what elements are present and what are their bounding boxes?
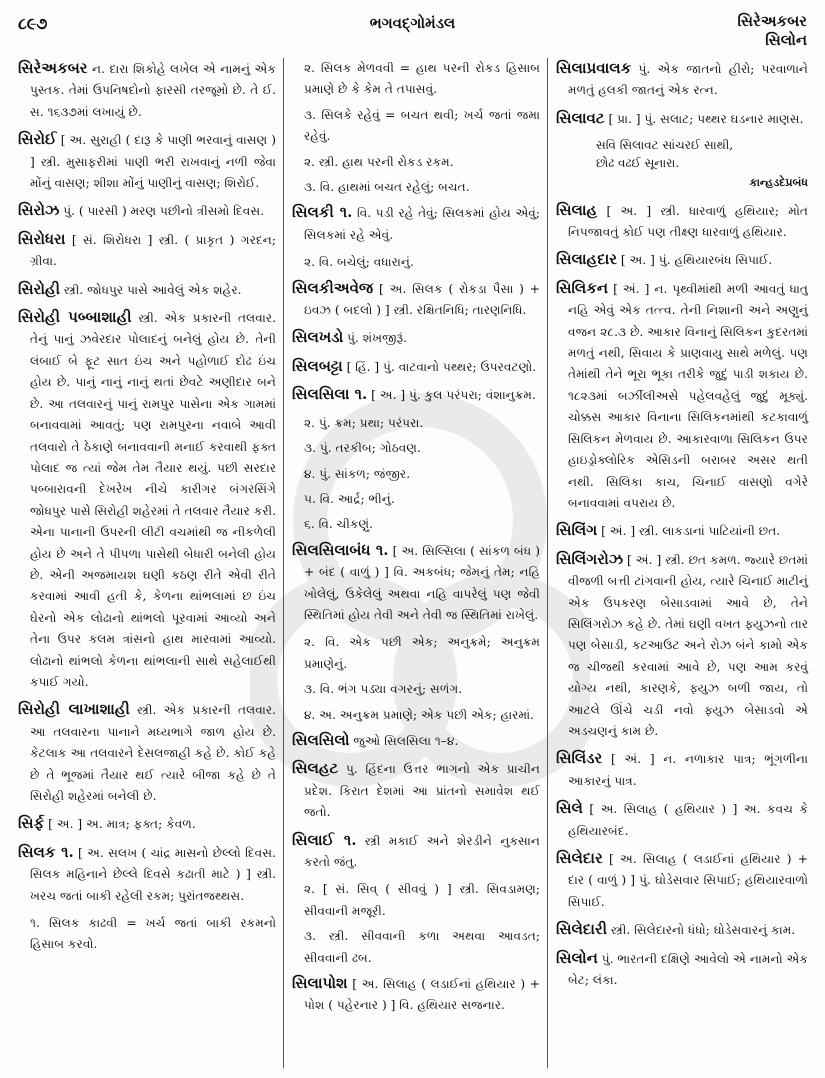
column-1 [18, 58, 276, 960]
entry-sense: ૨. સિલક મેળવવી = હાથ પરની રોકડ હિસાબ પ્રમાણે છે કે કેમ તે તપાસવું. [304, 61, 540, 97]
entry-definition: [ અ. ] પું. હથિયારબંધ સિપાઈ. [620, 253, 773, 268]
entry-headword: સિલિકન [556, 278, 609, 297]
running-title: ભગવદ્ગોમંડલ [369, 14, 456, 32]
dictionary-entry [556, 278, 808, 514]
entry-definition: જુઓ સિલસિલા ૧–૪. [353, 733, 459, 748]
entry-definition: ન. દારા શિકોહે લખેલ એ નામનું એક પુસ્તક. તેમાં ઉપનિષદોનો ફારસી તરજૂમો છે. તે ઈ. સ. ૧૬૩૭માં લખાયું છે. [30, 62, 276, 119]
dictionary-entry [18, 58, 276, 123]
guide-word-last: સિલોન [765, 31, 807, 49]
entry-headword: સિરોધરા [18, 229, 66, 248]
entry-headword: સિલિંગ [556, 521, 598, 540]
entry-headword: સિરોઝ [18, 201, 60, 220]
dictionary-entry [556, 549, 808, 743]
dictionary-entry [556, 520, 808, 542]
entry-headword: સિલસિલો [292, 730, 350, 749]
entry-headword: સિલાઈ ૧. [292, 830, 357, 849]
column-3 [556, 58, 808, 997]
dictionary-entry [556, 249, 808, 271]
entry-headword: સિલિંગરોઝ [556, 549, 624, 568]
dictionary-entry [556, 919, 808, 941]
entry-sense: ૩. વિ. હાથમાં બચત રહેલું; બચત. [304, 180, 470, 195]
entry-definition: [ અ. સિલાહ ( લડાઈનાં હથિયાર ) + દાર ( વાળું ) ] પું. ઘોડેસવાર સિપાઈ; હથિયારવાળો સિપાઈ. [568, 852, 809, 909]
entry-definition: [ અ. ] અ. માત્ર; ફક્ત; કેવળ. [48, 817, 196, 832]
entry-headword: સિલેદાર [556, 849, 603, 867]
entry-definition: પું. ( પારસી ) મરણ પછીનો ત્રીસમો દિવસ. [63, 204, 265, 219]
entry-headword: સિલકીઅવેજ [292, 278, 374, 297]
entry-headword: સિલાહદાર [556, 250, 618, 269]
dictionary-entry [556, 108, 808, 130]
entry-sense: ૩. પું. તરકીબ; ગોઠવણ. [304, 441, 421, 456]
dictionary-entry [18, 307, 276, 693]
dictionary-entry [292, 384, 540, 406]
entry-sense: ૩. સ્ત્રી. સીવવાની કળા અથવા આવડત; સીવવાની ઢબ. [304, 929, 540, 965]
dictionary-entry [556, 58, 808, 102]
dictionary-entry [292, 356, 540, 378]
dictionary-entry [292, 730, 540, 752]
dictionary-entry [292, 540, 540, 627]
dictionary-entry [556, 848, 808, 913]
entry-sense: ૪. અ. અનુક્રમ પ્રમાણે; એક પછી એક; હારમાં. [304, 707, 534, 722]
column-divider [547, 58, 548, 1068]
column-2 [292, 58, 540, 1023]
entry-definition: [ અ. સિલ્સિલા ( સાંકળ બંધ ) + બંદ ( વાળું ) ] વિ. અકબંધ; જેમનું તેમ; નહિ ખોલેલું, ઉકેલેલું અથવા નહિ વાપરેલું પણ જેવી સ્થિતિમાં હોય તેવી અને તેવી જ સ્થિતિમાં રાખેલું. [304, 543, 540, 622]
entry-sense: ૪. પું. સાંકળ; જંજીર. [304, 466, 411, 481]
column-divider [283, 58, 284, 1068]
entry-headword: સિલાપ્રવાલક [556, 59, 632, 77]
dictionary-entry [292, 327, 540, 349]
guide-word-first: સિરેઅકબર [737, 12, 807, 30]
entry-headword: સિલાપોશ [292, 974, 348, 993]
entry-headword: સિરોહી પબ્બાશાહી [18, 308, 132, 327]
dictionary-entry [18, 699, 276, 807]
entry-sense: ૬. વિ. ચીકણું. [304, 517, 374, 532]
entry-sense: ૩. સિલકે રહેવું = બચત થવી; ખર્ચ જતાં જમા રહેવું. [304, 107, 540, 144]
dictionary-entry [556, 748, 808, 792]
entry-definition: સ્ત્રી. જોધપુર પાસે આવેલું એક શહેર. [63, 282, 242, 297]
entry-headword: સિલોન [556, 948, 598, 967]
entry-headword: સિલહટ [292, 759, 339, 778]
entry-headword: સિલસિલા ૧. [292, 385, 368, 404]
dictionary-entry [556, 798, 808, 842]
entry-headword: સિલિંડર [556, 749, 603, 768]
entry-headword: સિલાવટ [556, 108, 605, 127]
guide-words [737, 12, 807, 50]
entry-definition: [ હિં. ] પું. વાટવાનો પથ્થર; ઉપરવટણો. [346, 359, 537, 374]
dictionary-entry [18, 129, 276, 194]
entry-sense: ૫. વિ. આર્દ્ર; ભીનું. [304, 491, 395, 506]
entry-headword: સિલે [556, 799, 583, 818]
quotation-line: સવિ સિલાવટ સાંચરઈ સાથી, [596, 138, 734, 153]
entry-headword: સિલેદારી [556, 920, 607, 939]
quotation-line: છોઢ વઢઈ સૂનારા. [596, 156, 680, 171]
dictionary-entry [292, 973, 540, 1017]
entry-headword: સિરોઈ [18, 130, 57, 149]
entry-definition: પુ. હિંદના ઉત્તર ભાગનો એક પ્રાચીન પ્રદેશ. કિરાત દેશમાં આ પ્રાંતનો સમાવેશ થઈ જતો. [304, 762, 540, 820]
entry-definition: [ પ્રા. ] પું. સલાટ; પથ્થર ઘડનાર માણસ. [608, 111, 804, 126]
dictionary-entry [18, 813, 276, 835]
entry-definition: સ્ત્રી મકાઈ અને શેરડીને નુકસાન કરતો જંતુ. [304, 833, 540, 869]
entry-definition: [ અ. ] સ્ત્રી. ધારવાળું હથિયાર; મોત નિપજાવતું કોઈ પણ તીક્ષ્ણ ધારવાળું હથિયાર. [568, 203, 808, 240]
dictionary-entry [18, 842, 276, 907]
entry-headword: સિલાહ [556, 200, 598, 219]
entry-headword: સિર્ફ [18, 814, 45, 833]
dictionary-entry [292, 758, 540, 823]
entry-definition: [ અ. ] પું. કુલ પરંપરા; વંશાનુક્રમ. [371, 388, 536, 403]
dictionary-entry [292, 278, 540, 322]
entry-definition: [ અ. સુરાહી ( દારૂ કે પાણી ભરવાનું વાસણ ) ] સ્ત્રી. મુસાફરીમાં પાણી ભરી રાખવાનું નળી જેવા મોંનું વાસણ; શીશા મોંનું પાણીનું વાસણ; શિરોઈ. [30, 133, 277, 191]
entry-definition: [ અ. સલખ ( ચાંદ્ર માસનો છેલ્લો દિવસ. સિલક મહિનાને છેલ્લે દિવસે કઢાતી માટે ) ] સ્ત્રી. ખરચ જતાં બાકી રહેલી રકમ; પુરાંતજથ્થસ. [30, 845, 276, 903]
entry-sense: ૨. વિ. એક પછી એક; અનુક્રમે; અનુક્રમ પ્રમાણેનું. [304, 635, 540, 671]
dictionary-entry [18, 229, 276, 273]
entry-definition: સ્ત્રી. સિલેદારનો ધંધો; ઘોડેસવારનું કામ. [610, 923, 796, 938]
entry-definition: [ અં. ] ન. નળાકાર પાત્ર; ભૂંગળીના આકારનું પાત્ર. [568, 752, 809, 788]
entry-headword: સિલખડો [292, 328, 344, 347]
entry-definition: [ અં. ] સ્ત્રી. છત કમળ. જ્યારે છતમાં વીજળી બત્તી ટાંગવાની હોય, ત્યારે ચિનાઈ માટીનું એક ઉપકરણ બેસાડવામાં આવે છે, તેને સિલિંગરોઝ કહે છે. તેમાં ઘણી વખત ફ્યુઝનો તાર પણ બેસાડી, કટઆઉટ અને રોઝ બંને કામો એક જ ચીજથી કરવામાં આવે છે, પણ આમ કરવું યોગ્ય નથી, કારણકે, ફ્યુઝ બળી જાય, તો આટલે ઊંચે ચડી નવો ફ્યુઝ બેસાડવો એ અડચણનું કામ છે. [568, 552, 808, 738]
entry-definition: સ્ત્રી. એક પ્રકારની તલવાર. તેનું પાનું ઝવેરદાર પોલાદનું બનેલું હોય છે. તેની લંબાઈ બે ફૂટ સાત ઇંચ અને પહોળાઈ દોઢ ઇંચ હોય છે. પાનું નાનું નાનું થતાં છેવટે અણીદાર બને છે. આ તલવારનું પાનું રામપુર પાસેના એક ગામમાં બનાવવામાં આવતું; પણ રામપુરના નવાબે આવી તલવારો તે ઠેકાણે બનાવવાની મનાઈ કરવાથી ફક્ત પોલાદ જ ત્યાં જેમ તેમ તૈયાર થયું. પછી સરદાર પબ્બારાવની દેખરેખ નીચે કારીગર બંગરસિંગે જોધપુર પાસે સિરોહી શહેરમાં તે તલવાર તૈયાર કરી. એના પાનાની ઉપરની લીટી વચમાંથી જ નીકળેલી હોય છે અને તે પીપળા પાસેથી બેધારી બનેલી હોય છે. એની અજમાયશ ઘણી કઠણ રીતે એવી રીતે કરવામાં આવી હતી કે, કેળના થાંભલામાં છ ઇંચ ઘેરનો એક લોઢાનો થાંભલો પૂરવામાં આવ્યો અને તેના ઉપર કલમ ત્રાંસનો હાથ મારવામાં આવ્યો. લોઢાનો થાંભલો કેળના થાંભલાની સાથે સહેલાઈથી કપાઈ ગયો. [30, 311, 276, 689]
entry-definition: સ્ત્રી. એક પ્રકારની તલવાર. આ તલવારના પાનાને મધ્યભાગે જાળ હોય છે. કેટલાક આ તલવારને દેસલજાહી કહે છે. કોઈ કહે છે તે ભૂજમાં તૈયાર થઈ ત્યારે બીજા કહે છે તે સિરોહી શહેરમાં બનેલી છે. [30, 703, 276, 803]
entry-definition: [ અ. સિલાહ ( હથિયાર ) ] અ. કવચ કે હથિયારબંદ. [568, 802, 809, 838]
entry-headword: સિલબટ્ટા [292, 356, 343, 375]
entry-sense: ૨. સ્ત્રી. હાથ પરની રોકડ રકમ. [304, 154, 454, 169]
dictionary-entry [556, 200, 808, 244]
entry-definition: પું. ભારતની દક્ષિણે આવેલો એ નામનો એક બેટ; લંકા. [568, 951, 808, 988]
entry-headword: સિરોહી [18, 279, 61, 298]
entry-headword: સિલક ૧. [18, 842, 74, 861]
entry-headword: સિરોહી લાખાશાહી [18, 700, 130, 719]
entry-headword: સિરેઅકબર [18, 59, 88, 77]
entry-definition: પું. શંખજીરૂં. [347, 331, 407, 346]
dictionary-entry [556, 948, 808, 992]
dictionary-entry [18, 200, 276, 222]
entry-sense: ૨. વિ. બચેલું; વધારાનું. [304, 255, 414, 270]
entry-sense: ૩. વિ. ભંગ પડ્યા વગરનું; સળંગ. [304, 682, 463, 697]
quotation-source: કાન્હડદેપ્રબંધ [749, 176, 808, 190]
dictionary-entry [292, 830, 540, 874]
entry-sense: ૨. [ સં. સિવ્ ( સીવવું ) ] સ્ત્રી. સિવડામણ; સીવવાની મજૂરી. [304, 882, 540, 918]
entry-definition: [ અં. ] સ્ત્રી. લાકડાનાં પાટિયાંની છત. [601, 524, 781, 539]
page-header [0, 0, 825, 55]
entry-definition: [ અ. સિલાહ ( લડાઈનાં હથિયાર ) + પોશ ( પહેરનાર ) ] વિ. હથિયાર સજનાર. [304, 977, 541, 1013]
entry-sense: ૧. સિલક કાઢવી = ખર્ચ જતાં બાકી રકમનો હિસાબ કરવો. [30, 916, 276, 952]
entry-definition: [ અ. સિલક ( રોકડા પૈસા ) + ઇવઝ ( બદલો ) ] સ્ત્રી. રક્ષિતનિધિ; તારણનિધિ. [304, 281, 541, 318]
dictionary-entry [292, 202, 540, 246]
entry-definition: [ સં. શિરોધરા ] સ્ત્રી. ( પ્રાકૃત ) ગરદન; ગ્રીવા. [30, 232, 276, 269]
entry-headword: સિલસિલાબંધ ૧. [292, 540, 389, 559]
dictionary-entry [18, 279, 276, 301]
page-number: ૮૯૭ [18, 14, 48, 33]
entry-definition: [ અં. ] ન. પૃથ્વીમાંથી મળી આવતું ધાતુ નહિ એવું એક તત્ત્વ. તેની નિશાની અને અણુનું વજન ૨૮.૩ છે. આકાર વિનાનું સિલિકન કુદરતમાં મળતું નથી, સિવાય કે પ્રાણવાયુ સાથે મળેલું. પણ તેમાંથી તેને ભૂરા ભૂકા તરીકે જુદું પાડી શકાય છે. ૧૮૨૩માં બર્ઝીલીઅસે પહેલવહેલું જુદું મૂક્યું. ચોક્કસ આકાર વિનાના સિલિકનમાંથી કટકાવાળું સિલિકન મેળવાય છે. આકારવાળા સિલિકન ઉપર હાઇડ્રોક્લોરિક એસિડની બરાબર અસર થતી નથી. સિલિકા કાચ, ચિનાઈ વાસણો વગેરે બનાવવામાં વપરાય છે. [568, 281, 809, 510]
entry-definition: વિ. પડી રહે તેવું; સિલકમાં હોય એવું; સિલકમાં રહે એવું. [304, 206, 540, 242]
entry-sense: ૨. પું. ક્રમ; પ્રથા; પરંપરા. [304, 415, 424, 430]
entry-definition: પું. એક જાતનો હીરો; પરવાળાને મળતું હલકી જાતનું એક રત્ન. [568, 62, 809, 98]
entry-headword: સિલકી ૧. [292, 203, 353, 222]
